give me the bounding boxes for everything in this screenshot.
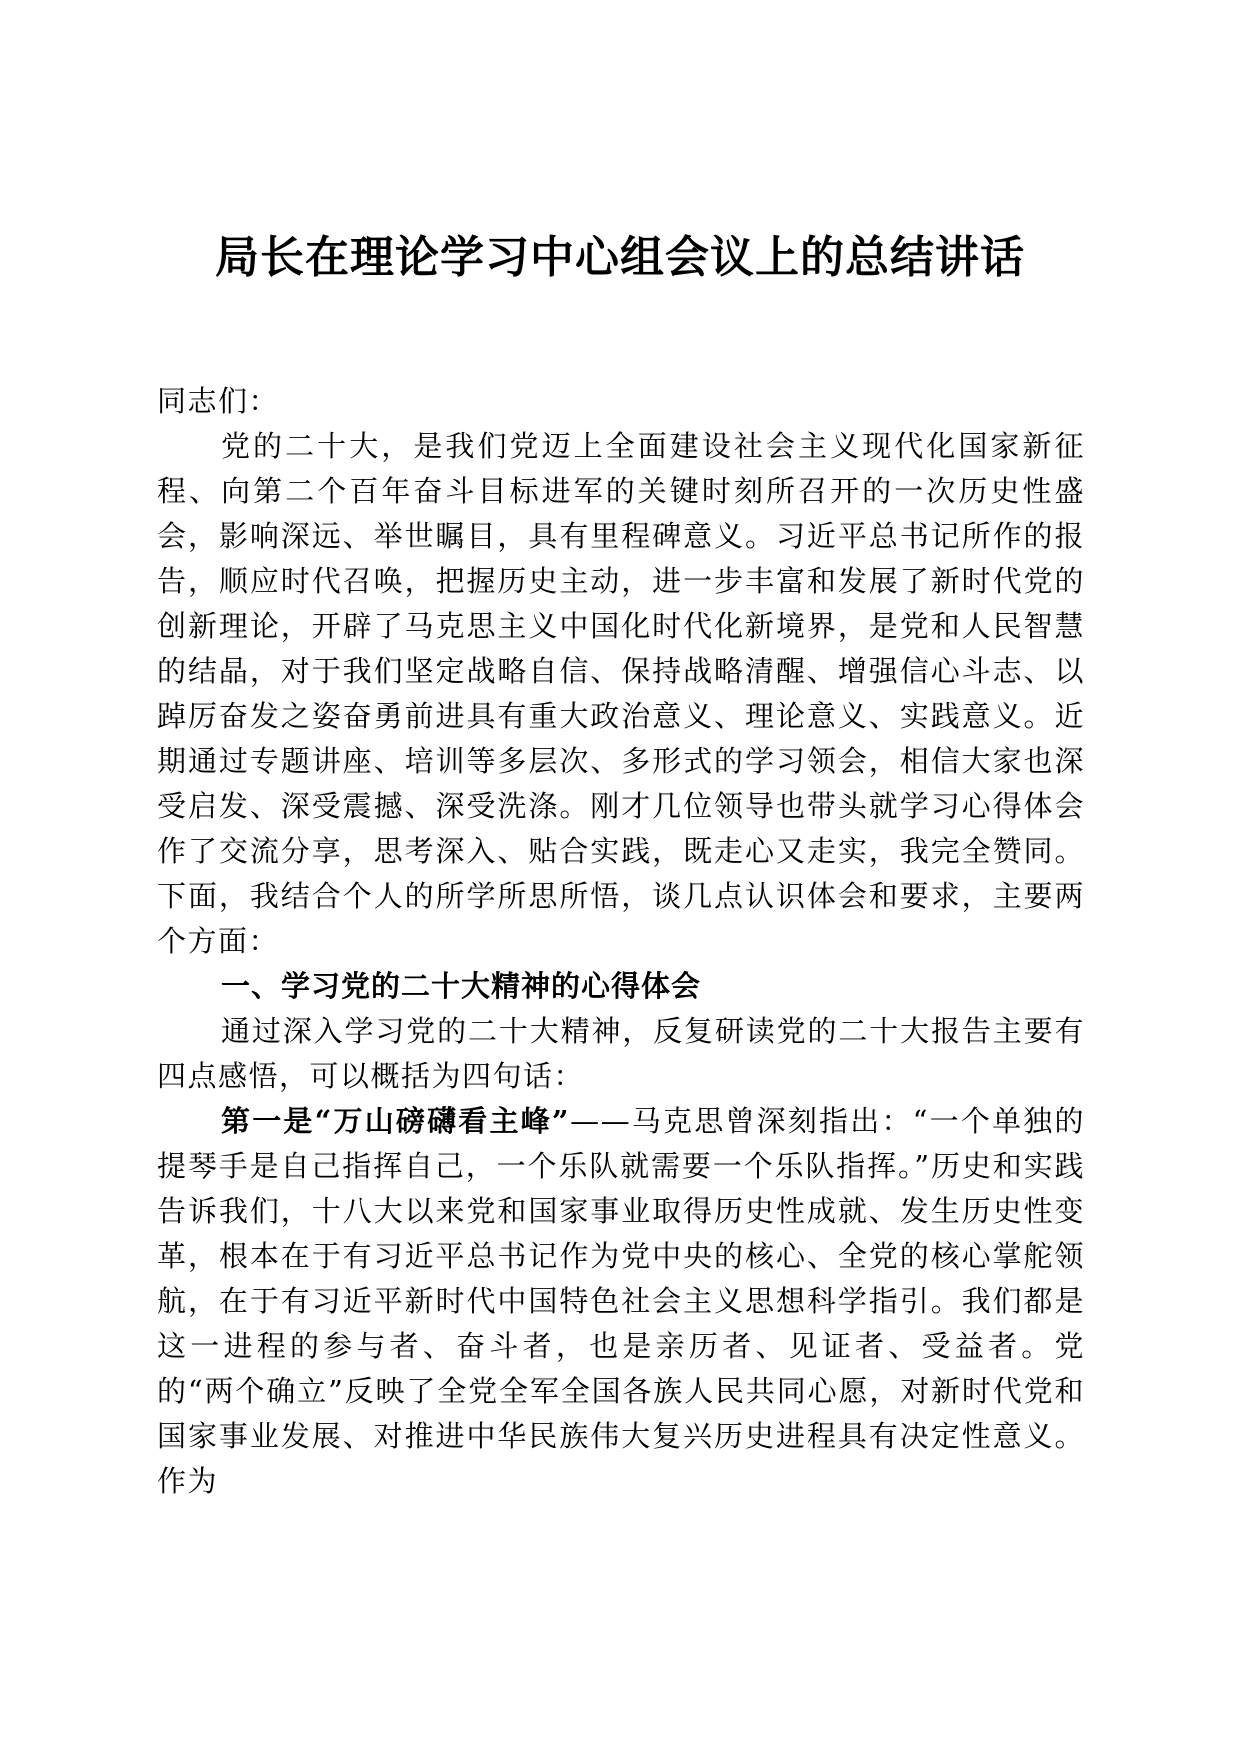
- section-1-heading: 一、学习党的二十大精神的心得体会: [221, 969, 702, 1003]
- salutation: 同志们：: [157, 384, 280, 418]
- point-1-paragraph: [157, 1099, 1085, 1504]
- point-1-text: ——马克思曾深刻指出：“一个单独的提琴手是自己指挥自己，一个乐队就需要一个乐队指挥。”历史和实践告诉我们，十八大以来党和国家事业取得历史性成就、发生历史性变革，根本在于有习近平总书记作为党中央的核心、全党的核心掌舵领航，在于有习近平新时代中国特色社会主义思想科学指引。我们都是这一进程的参与者、奋斗者，也是亲历者、见证者、受益者。党的“两个确立”反映了全党全军全国各族人民共同心愿，对新时代党和国家事业发展、对推进中华民族伟大复兴历史进程具有决定性意义。作为: [157, 1104, 1085, 1498]
- document-title: 局长在理论学习中心组会议上的总结讲话: [215, 232, 1025, 283]
- section-1-intro: 通过深入学习党的二十大精神，反复研读党的二十大报告主要有四点感悟，可以概括为四句话：: [157, 1014, 1085, 1093]
- point-1-lead: 第一是“万山磅礴看主峰”: [221, 1104, 571, 1138]
- intro-paragraph: 党的二十大，是我们党迈上全面建设社会主义现代化国家新征程、向第二个百年奋斗目标进军的关键时刻所召开的一次历史性盛会，影响深远、举世瞩目，具有里程碑意义。习近平总书记所作的报告，顺应时代召唤，把握历史主动，进一步丰富和发展了新时代党的创新理论，开辟了马克思主义中国化时代化新境界，是党和人民智慧的结晶，对于我们坚定战略自信、保持战略清醒、增强信心斗志、以踔厉奋发之姿奋勇前进具有重大政治意义、理论意义、实践意义。近期通过专题讲座、培训等多层次、多形式的学习领会，相信大家也深受启发、深受震撼、深受洗涤。刚才几位领导也带头就学习心得体会作了交流分享，思考深入、贴合实践，既走心又走实，我完全赞同。下面，我结合个人的所学所思所悟，谈几点认识体会和要求，主要两个方面：: [157, 429, 1085, 958]
- document-body: [157, 379, 1085, 1504]
